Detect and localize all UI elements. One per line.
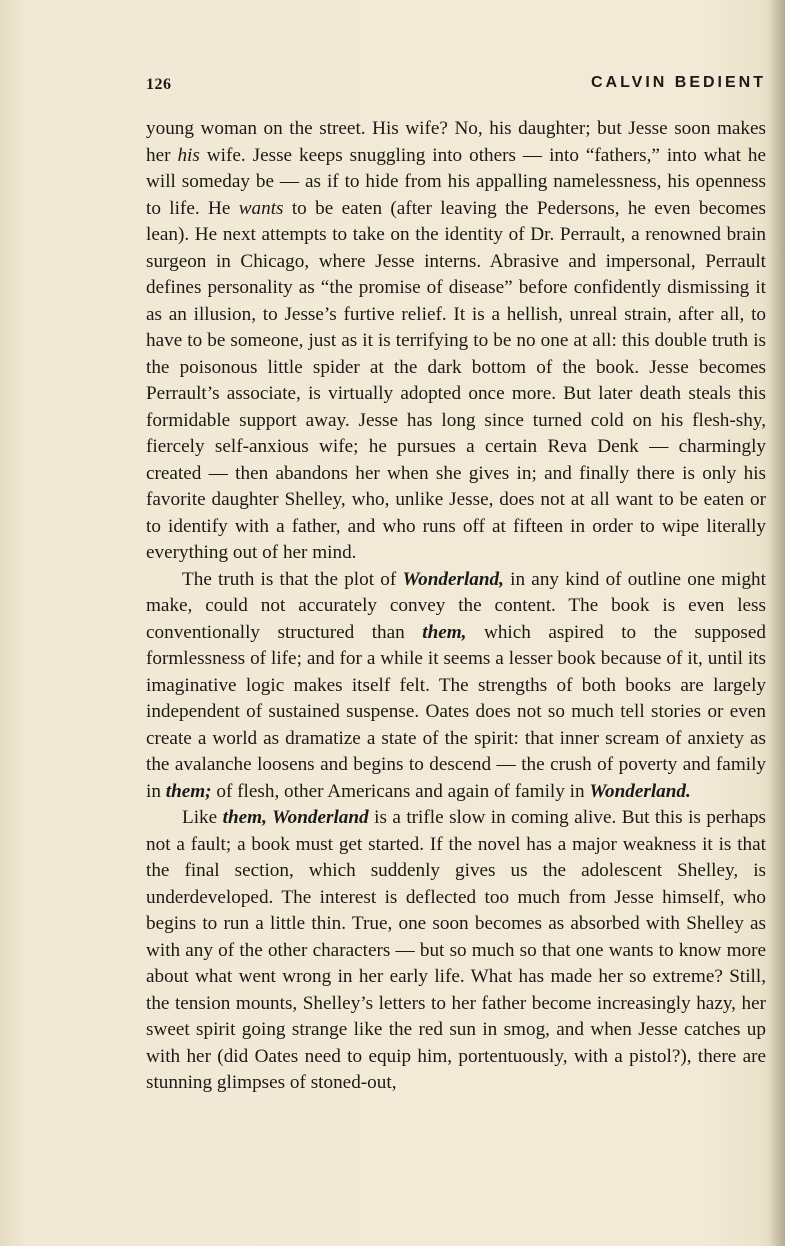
running-head: CALVIN BEDIENT xyxy=(590,74,766,91)
page-number: 126 xyxy=(146,76,172,93)
page-edge-shadow xyxy=(769,0,785,1246)
text-run: which aspired to the supposed formlessness of life; and for a while it seems a lesser book because of it, until its imaginative logic makes itself felt. The strengths of both books are largely independent of sustained suspense. Oates does not so much tell stories or even create a world as dramatize a state of the spirit: that inner scream of anxiety as the avalanche loosens and begins to descend — the crush of poverty and family in xyxy=(146,621,766,802)
text-run: wife. Jesse keeps snuggling into others — into “fathers,” into what he will someday be — as if to hide from his appalling namelessness, his openness to life. He xyxy=(146,144,766,219)
text-run: in any kind of outline one might make, could not accurately convey the content. The book is even less conventionally structured than xyxy=(146,568,766,643)
book-title-text: them; xyxy=(165,780,212,802)
book-title-text: Wonderland, xyxy=(402,568,504,590)
italic-text: his xyxy=(177,144,200,166)
italic-text: wants xyxy=(238,197,284,219)
paragraph-3 xyxy=(146,805,766,1097)
text-run: is a trifle slow in coming alive. But this is perhaps not a fault; a book must get started. If the novel has a major weakness it is that the final section, which suddenly gives us the adolescent Shelley, is underdeveloped. The interest is deflected too much from Jesse himself, who begins to run a little thin. True, one soon becomes as absorbed with Shelley as with any of the other characters — but so much so that one wants to know more about what went wrong in her early life. What has made her so extreme? Still, the tension mounts, Shelley’s letters to her father become increasingly hazy, her sweet spirit going strange like the red sun in smog, and when Jesse catches up with her (did Oates need to equip him, portentuously, with a pistol?), there are stunning glimpses of stoned-out, xyxy=(146,807,767,1093)
page-header xyxy=(146,70,766,100)
book-title-text: them, Wonderland xyxy=(222,807,369,828)
paragraph-2 xyxy=(146,567,766,806)
paragraph-1 xyxy=(146,116,766,567)
text-run: Like xyxy=(182,807,223,828)
text-run: The truth is that the plot of xyxy=(182,568,403,590)
book-title-text: them, xyxy=(422,621,467,643)
body-text xyxy=(146,116,766,1097)
text-run: to be eaten (after leaving the Pedersons, he even becomes lean). He next attempts to take on the identity of Dr. Perrault, a renowned brain surgeon in Chicago, where Jesse interns. Abrasive and impersonal, Perrault defines personality as “the promise of disease” before confidently dismissing it as an illusion, to Jesse’s furtive relief. It is a hellish, unreal strain, after all, to have to be someone, just as it is terrifying to be no one at all: this double truth is the poisonous little spider at the dark bottom of the book. Jesse becomes Perrault’s associate, is virtually adopted once more. But later death steals this formidable support away. Jesse has long since turned cold on his flesh-shy, fiercely self-anxious wife; he pursues a certain Reva Denk — charmingly created — then abandons her when she gives in; and finally there is only his favorite daughter Shelley, who, unlike Jesse, does not at all want to be eaten or to identify with a father, and who runs off at fifteen in order to wipe literally everything out of her mind. xyxy=(146,197,766,563)
text-run: of flesh, other Americans and again of family in xyxy=(211,780,590,802)
text-run: young woman on the street. His wife? No, his daughter; but Jesse soon makes her xyxy=(146,118,766,166)
book-title-text: Wonderland. xyxy=(589,780,691,802)
